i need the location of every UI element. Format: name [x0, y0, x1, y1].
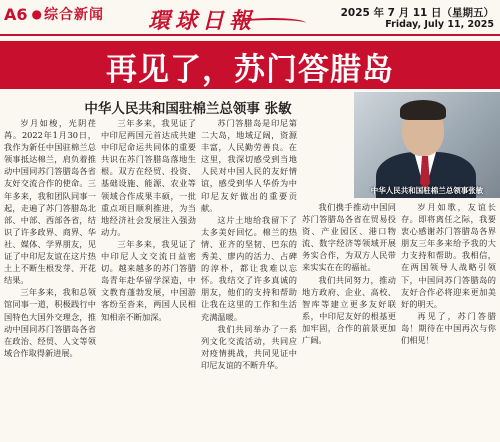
photo-hair: [400, 100, 446, 120]
article-column-1: [4, 117, 96, 439]
section-name: 综合新闻: [44, 7, 104, 23]
newspaper-brand: 環球日報: [148, 8, 257, 34]
paragraph: 我们共同举办了一系列文化交流活动，共同应对疫情挑战，共同见证中印尼友谊的不断升华。: [201, 323, 297, 370]
paragraph: 再见了，苏门答腊岛！期待在中国再次与你们相见！: [401, 310, 496, 346]
date-english: Friday, July 11, 2025: [385, 19, 494, 30]
paragraph: 苏门答腊岛是印尼第二大岛，地域辽阔，资源丰富，人民勤劳善良。在这里，我深切感受到当地人民对中国人民的友好情谊，感受到华人华侨为中印尼友好做出的重要贡献。: [201, 118, 297, 213]
section-bullet-icon: ●: [31, 7, 42, 21]
paragraph: 我们携手推动中国同苏门答腊岛各省在贸易投资、产业园区、港口物流、数字经济等领域开展务实合作，为双方人民带来实实在在的福祉。: [302, 202, 396, 273]
brand-flourish: [238, 18, 306, 28]
byline: 中华人民共和国驻棉兰总领事 张敏: [84, 101, 292, 117]
date-chinese: 2025 年 7 月 11 日（星期五）: [340, 7, 494, 19]
author-photo: [354, 92, 500, 198]
article-column-4: [302, 201, 396, 439]
masthead-rule: [0, 34, 500, 36]
article-column-5: [401, 201, 496, 439]
paragraph: 这片土地给我留下了太多美好回忆。棉兰的热情、亚齐的坚韧、巴东的秀美、廖内的活力、占碑的淳朴，都让我难以忘怀。我结交了许多真诚的朋友，他们的支持和帮助让我在这里的工作和生活充满温暖。: [201, 214, 297, 322]
paragraph: 三年多来，我见证了中印尼人文交流日益密切。越来越多的苏门答腊岛青年赴华留学深造，中文教育蓬勃发展，中国游客纷至沓来，两国人民相知相亲不断加深。: [101, 238, 196, 322]
section-tag: [4, 4, 104, 24]
photo-caption: 中华人民共和国驻棉兰总领事张敏: [370, 186, 484, 195]
paragraph: 三年多来，我见证了中印尼两国元首达成共建中印尼命运共同体的重要共识在苏门答腊岛落地生根。双方在经贸、投资、基础设施、能源、农业等领域合作成果丰硕，一批重点项目顺利推进，为当地经济社会发展注入强劲动力。: [101, 118, 196, 237]
masthead: [0, 0, 500, 40]
article-column-3: [201, 117, 297, 439]
article-column-2: [101, 117, 196, 439]
page-number: A6: [4, 4, 28, 24]
paragraph: 岁月如歌，友谊长存。即将离任之际，我要衷心感谢苏门答腊岛各界朋友三年多来给予我的大力支持和帮助。我相信，在两国领导人战略引领下，中国同苏门答腊岛的友好合作必将迎来更加美好的明天。: [401, 202, 496, 309]
headline: 再见了，苏门答腊岛: [106, 52, 394, 88]
paragraph: 岁月如梭，光阴荏苒。2022年1月30日，我作为新任中国驻棉兰总领事抵达棉兰，肩负着推动中国同苏门答腊岛各省友好交流合作的使命。三年多来，我和团队同事一起，走遍了苏门答腊岛北部、中部、西部各省，结识了许多政界、商界、华社、媒体、学界朋友，见证了中印尼友谊在这片热土上不断生根发芽、开花结果。: [4, 118, 96, 286]
paragraph: 我们共同努力，推动地方政府、企业、高校、智库等建立更多友好联系，中印尼友好的根基更加牢固，合作的前景更加广阔。: [302, 274, 396, 346]
paragraph: 三年多来，我和总领馆同事一道，积极践行中国特色大国外交理念，推动中国同苏门答腊岛各省在政治、经贸、人文等领域合作取得新进展。: [4, 287, 96, 358]
